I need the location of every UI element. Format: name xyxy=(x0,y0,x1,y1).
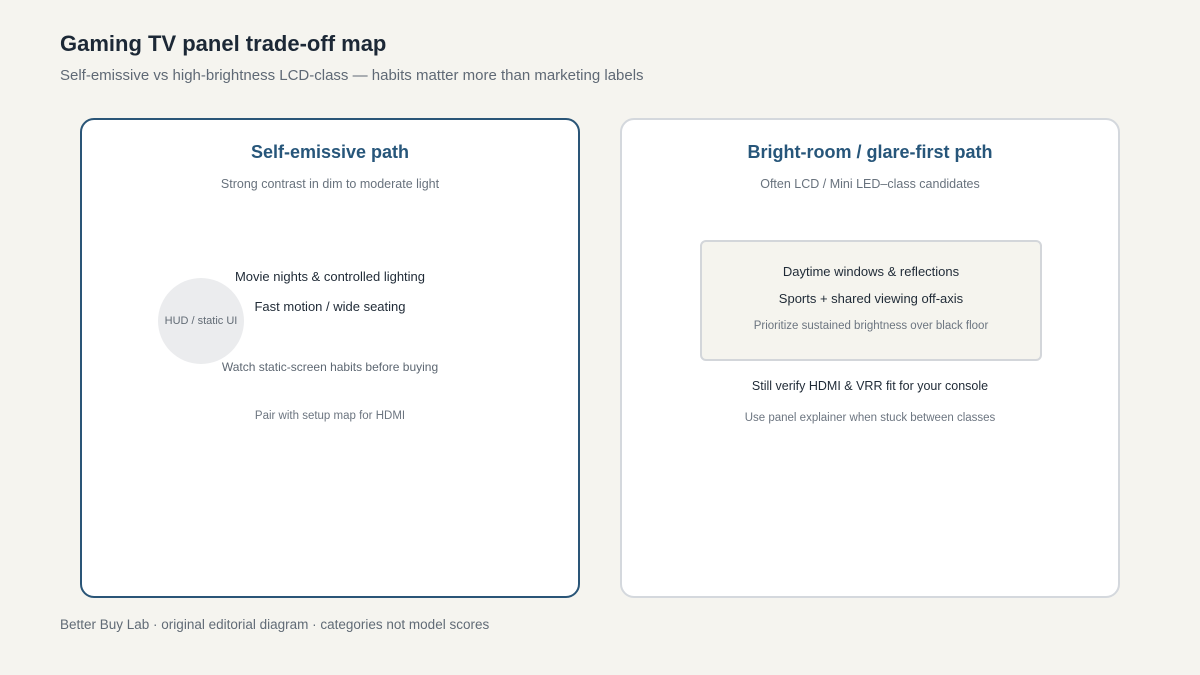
page-subtitle: Self-emissive vs high-brightness LCD-class — habits matter more than marketing labels xyxy=(60,67,644,84)
hdmi-setup-note: Pair with setup map for HDMI xyxy=(254,410,406,422)
page-title: Gaming TV panel trade-off map xyxy=(60,31,387,56)
movie-nights-item: Movie nights & controlled lighting xyxy=(234,269,426,284)
self-emissive-panel-title: Self-emissive path xyxy=(250,142,410,162)
footer-credit: Better Buy Lab · original editorial diagram · categories not model scores xyxy=(60,617,490,632)
self-emissive-panel-subtitle: Strong contrast in dim to moderate light xyxy=(220,177,440,191)
static-screen-warning: Watch static-screen habits before buying xyxy=(221,360,439,374)
bright-room-panel xyxy=(620,118,1120,598)
bright-room-highlight-box xyxy=(700,240,1042,361)
bright-room-panel-subtitle: Often LCD / Mini LED–class candidates xyxy=(760,177,980,191)
hud-static-ui-label: HUD / static UI xyxy=(164,315,238,327)
sports-off-axis-item: Sports + shared viewing off-axis xyxy=(778,291,964,306)
daytime-windows-item: Daytime windows & reflections xyxy=(782,264,960,279)
hdmi-vrr-check: Still verify HDMI & VRR fit for your console xyxy=(751,379,989,393)
self-emissive-panel xyxy=(80,118,580,598)
bright-room-panel-title: Bright-room / glare-first path xyxy=(747,142,993,162)
hud-static-ui-circle xyxy=(158,278,244,364)
brightness-priority-note: Prioritize sustained brightness over black floor xyxy=(753,320,989,332)
fast-motion-item: Fast motion / wide seating xyxy=(254,299,406,314)
panel-explainer-note: Use panel explainer when stuck between classes xyxy=(744,412,996,424)
